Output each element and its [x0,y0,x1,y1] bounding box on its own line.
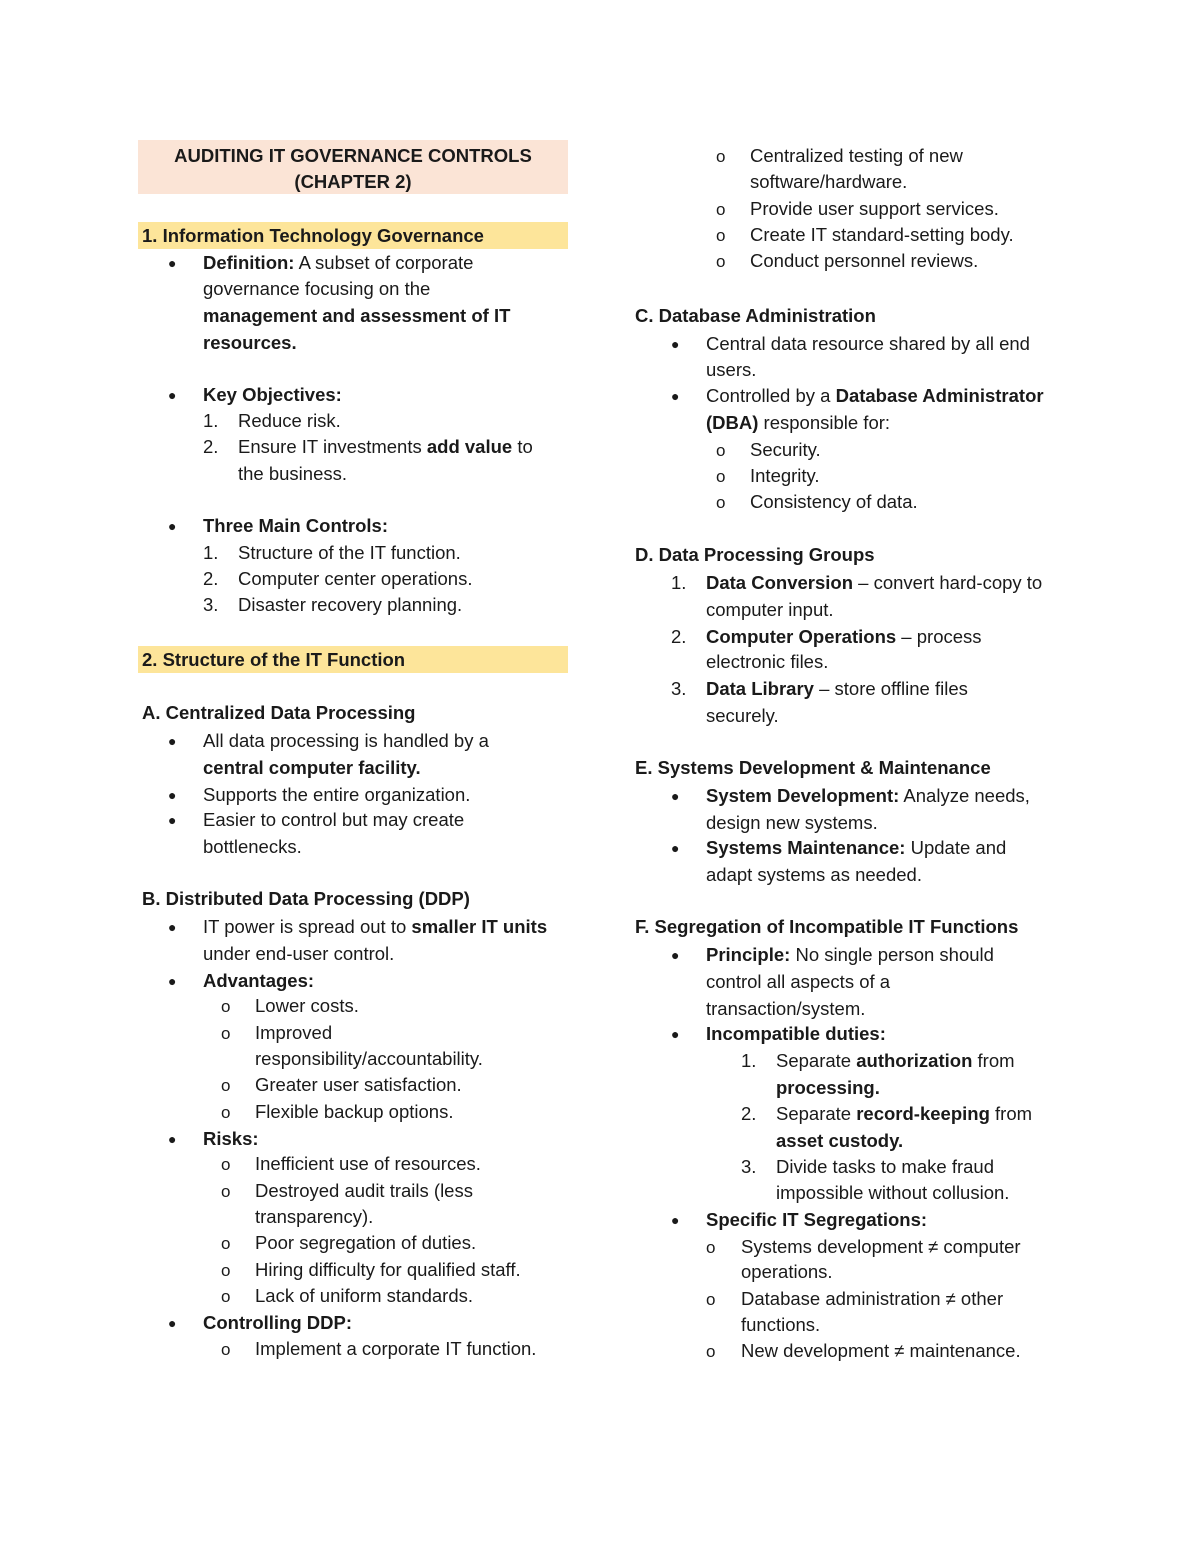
circle-bullet-icon: o [221,1182,231,1201]
number-marker: 1. [671,572,687,593]
circle-bullet-icon: o [706,1238,716,1257]
advantage-2-line1: Improved [255,1022,333,1043]
dba-duty-2: Integrity. [750,465,820,486]
objectives-label: Key Objectives: [203,384,342,405]
circle-bullet-icon: o [221,1340,231,1359]
bullet-icon: ● [168,1131,177,1147]
duty-2-line1: Separate record-keeping from [776,1103,1033,1124]
bullet-icon: ● [168,973,177,989]
control-1: Structure of the IT function. [238,542,461,563]
dba-duty-3: Consistency of data. [750,491,918,512]
circle-bullet-icon: o [221,997,231,1016]
a-item-3-line1: Easier to control but may create [203,809,465,830]
risk-3: Poor segregation of duties. [255,1232,477,1253]
segregation-1-line2: operations. [741,1261,833,1282]
section1-heading: 1. Information Technology Governance [142,225,484,246]
circle-bullet-icon: o [221,1103,231,1122]
e-item-2-line2: adapt systems as needed. [706,864,922,885]
circle-bullet-icon: o [221,1261,231,1280]
number-marker: 2. [671,626,687,647]
number-marker: 3. [203,594,219,615]
bullet-icon: ● [671,947,680,963]
risk-2-line2: transparency). [255,1206,374,1227]
risk-1: Inefficient use of resources. [255,1153,481,1174]
subsection-f-heading: F. Segregation of Incompatible IT Functions [635,916,1019,937]
segregation-2-line1: Database administration ≠ other [741,1288,1004,1309]
incompatible-duties-label: Incompatible duties: [706,1023,886,1044]
circle-bullet-icon: o [221,1234,231,1253]
circle-bullet-icon: o [716,493,726,512]
bullet-icon: ● [671,840,680,856]
duty-3-line1: Divide tasks to make fraud [776,1156,994,1177]
circle-bullet-icon: o [706,1342,716,1361]
bullet-icon: ● [168,518,177,534]
advantage-4: Flexible backup options. [255,1101,454,1122]
dba-duty-1: Security. [750,439,821,460]
duty-1-line1: Separate authorization from [776,1050,1015,1071]
specific-segregations-label: Specific IT Segregations: [706,1209,928,1230]
bullet-icon: ● [671,788,680,804]
definition-line1: Definition: A subset of corporate [203,252,474,273]
number-marker: 1. [741,1050,757,1071]
risk-4: Hiring difficulty for qualified staff. [255,1259,521,1280]
controlling-ddp-label: Controlling DDP: [203,1312,353,1333]
section2-heading: 2. Structure of the IT Function [142,649,406,670]
e-item-1-line2: design new systems. [706,812,878,833]
c-item-2-line1: Controlled by a Database Administrator [706,385,1044,406]
circle-bullet-icon: o [221,1287,231,1306]
circle-bullet-icon: o [221,1076,231,1095]
circle-bullet-icon: o [221,1155,231,1174]
control-ddp-5: Conduct personnel reviews. [750,250,979,271]
advantage-1: Lower costs. [255,995,359,1016]
number-marker: 2. [203,436,219,457]
e-item-1-line1: System Development: Analyze needs, [706,785,1030,806]
c-item-1-line2: users. [706,359,757,380]
circle-bullet-icon: o [716,252,726,271]
objective-2-line1: Ensure IT investments add value to [238,436,533,457]
number-marker: 2. [203,568,219,589]
e-item-2-line1: Systems Maintenance: Update and [706,837,1007,858]
f-item-1-line1: Principle: No single person should [706,944,994,965]
objective-2-line2: the business. [238,463,348,484]
doc-title-line1: AUDITING IT GOVERNANCE CONTROLS [174,145,532,166]
definition-line3: management and assessment of IT [203,305,511,326]
circle-bullet-icon: o [716,226,726,245]
d-item-3-line1: Data Library – store offline files [706,678,968,699]
bullet-icon: ● [168,812,177,828]
subsection-e-heading: E. Systems Development & Maintenance [635,757,991,778]
bullet-icon: ● [671,1212,680,1228]
control-ddp-2-line1: Centralized testing of new [750,145,963,166]
advantage-3: Greater user satisfaction. [255,1074,462,1095]
bullet-icon: ● [168,919,177,935]
subsection-a-heading: A. Centralized Data Processing [142,702,416,723]
circle-bullet-icon: o [716,200,726,219]
bullet-icon: ● [671,1026,680,1042]
d-item-2-line1: Computer Operations – process [706,626,982,647]
circle-bullet-icon: o [706,1290,716,1309]
circle-bullet-icon: o [716,467,726,486]
a-item-2: Supports the entire organization. [203,784,471,805]
number-marker: 3. [671,678,687,699]
circle-bullet-icon: o [716,147,726,166]
control-ddp-3: Provide user support services. [750,198,999,219]
duty-2-line2: asset custody. [776,1130,904,1151]
advantage-2-line2: responsibility/accountability. [255,1048,483,1069]
duty-3-line2: impossible without collusion. [776,1182,1010,1203]
c-item-2-line2: (DBA) responsible for: [706,412,891,433]
f-item-1-line3: transaction/system. [706,998,866,1019]
d-item-2-line2: electronic files. [706,651,829,672]
risk-2-line1: Destroyed audit trails (less [255,1180,473,1201]
b-item-1-line1: IT power is spread out to smaller IT units [203,916,548,937]
a-item-1-line2: central computer facility. [203,757,421,778]
a-item-3-line2: bottlenecks. [203,836,302,857]
number-marker: 1. [203,542,219,563]
number-marker: 2. [741,1103,757,1124]
b-item-1-line2: under end-user control. [203,943,395,964]
bullet-icon: ● [671,336,680,352]
f-item-1-line2: control all aspects of a [706,971,891,992]
controls-label: Three Main Controls: [203,515,389,536]
control-ddp-2-line2: software/hardware. [750,171,908,192]
bullet-icon: ● [168,255,177,271]
risk-5: Lack of uniform standards. [255,1285,473,1306]
subsection-d-heading: D. Data Processing Groups [635,544,875,565]
circle-bullet-icon: o [221,1024,231,1043]
circle-bullet-icon: o [716,441,726,460]
subsection-b-heading: B. Distributed Data Processing (DDP) [142,888,470,909]
doc-title-line2: (CHAPTER 2) [294,171,412,192]
c-item-1-line1: Central data resource shared by all end [706,333,1030,354]
number-marker: 3. [741,1156,757,1177]
d-item-3-line2: securely. [706,705,779,726]
segregation-1-line1: Systems development ≠ computer [741,1236,1021,1257]
control-3: Disaster recovery planning. [238,594,463,615]
a-item-1-line1: All data processing is handled by a [203,730,489,751]
d-item-1-line2: computer input. [706,599,834,620]
bullet-icon: ● [168,787,177,803]
risks-label: Risks: [203,1128,259,1149]
definition-line2: governance focusing on the [203,278,431,299]
bullet-icon: ● [671,388,680,404]
definition-line4: resources. [203,332,297,353]
control-ddp-1: Implement a corporate IT function. [255,1338,537,1359]
subsection-c-heading: C. Database Administration [635,305,876,326]
number-marker: 1. [203,410,219,431]
segregation-2-line2: functions. [741,1314,821,1335]
d-item-1-line1: Data Conversion – convert hard-copy to [706,572,1043,593]
segregation-3: New development ≠ maintenance. [741,1340,1021,1361]
advantages-label: Advantages: [203,970,315,991]
control-ddp-4: Create IT standard-setting body. [750,224,1014,245]
bullet-icon: ● [168,387,177,403]
bullet-icon: ● [168,733,177,749]
duty-1-line2: processing. [776,1077,880,1098]
control-2: Computer center operations. [238,568,473,589]
bullet-icon: ● [168,1315,177,1331]
objective-1: Reduce risk. [238,410,341,431]
